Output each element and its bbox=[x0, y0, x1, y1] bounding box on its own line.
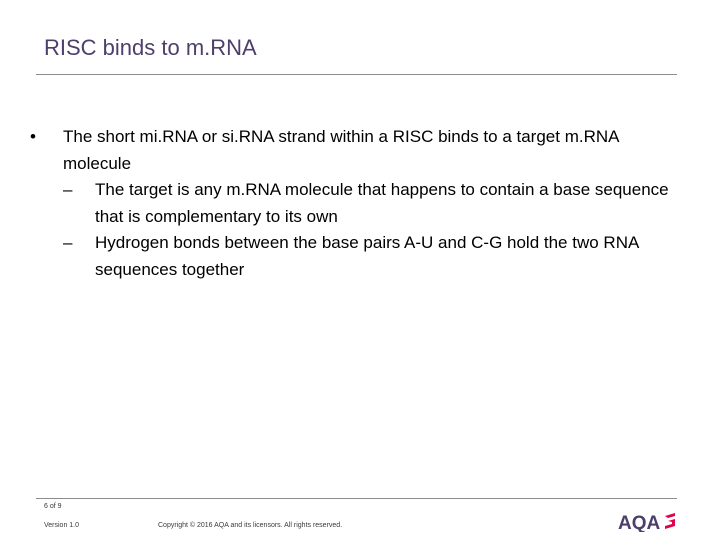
copyright-notice: Copyright © 2016 AQA and its licensors. All rights reserved. bbox=[158, 522, 343, 529]
footer-divider bbox=[36, 498, 677, 499]
sub-bullet-text: Hydrogen bonds between the base pairs A-U and C-G hold the two RNA sequences together bbox=[95, 233, 639, 279]
bullet-text: The short mi.RNA or si.RNA strand within a RISC binds to a target m.RNA molecule bbox=[63, 127, 619, 173]
dash-marker: – bbox=[63, 180, 73, 199]
slide-title: RISC binds to m.RNA bbox=[44, 35, 257, 60]
version-label: Version 1.0 bbox=[44, 522, 80, 529]
title-divider bbox=[36, 74, 677, 75]
sub-bullet-text: The target is any m.RNA molecule that happens to contain a base sequence that is complementary to its own bbox=[95, 180, 669, 226]
logo-accent-icon bbox=[665, 513, 675, 529]
slide-body bbox=[30, 124, 680, 283]
sub-bullet-list bbox=[30, 177, 680, 283]
sub-bullet-item bbox=[30, 230, 680, 283]
page-number: 6 of 9 bbox=[44, 503, 62, 510]
sub-bullet-item bbox=[30, 177, 680, 230]
logo-text: AQA bbox=[618, 513, 661, 532]
dash-marker: – bbox=[63, 233, 73, 252]
bullet-item bbox=[30, 124, 680, 177]
aqa-logo bbox=[618, 510, 680, 532]
bullet-marker: • bbox=[30, 127, 36, 146]
